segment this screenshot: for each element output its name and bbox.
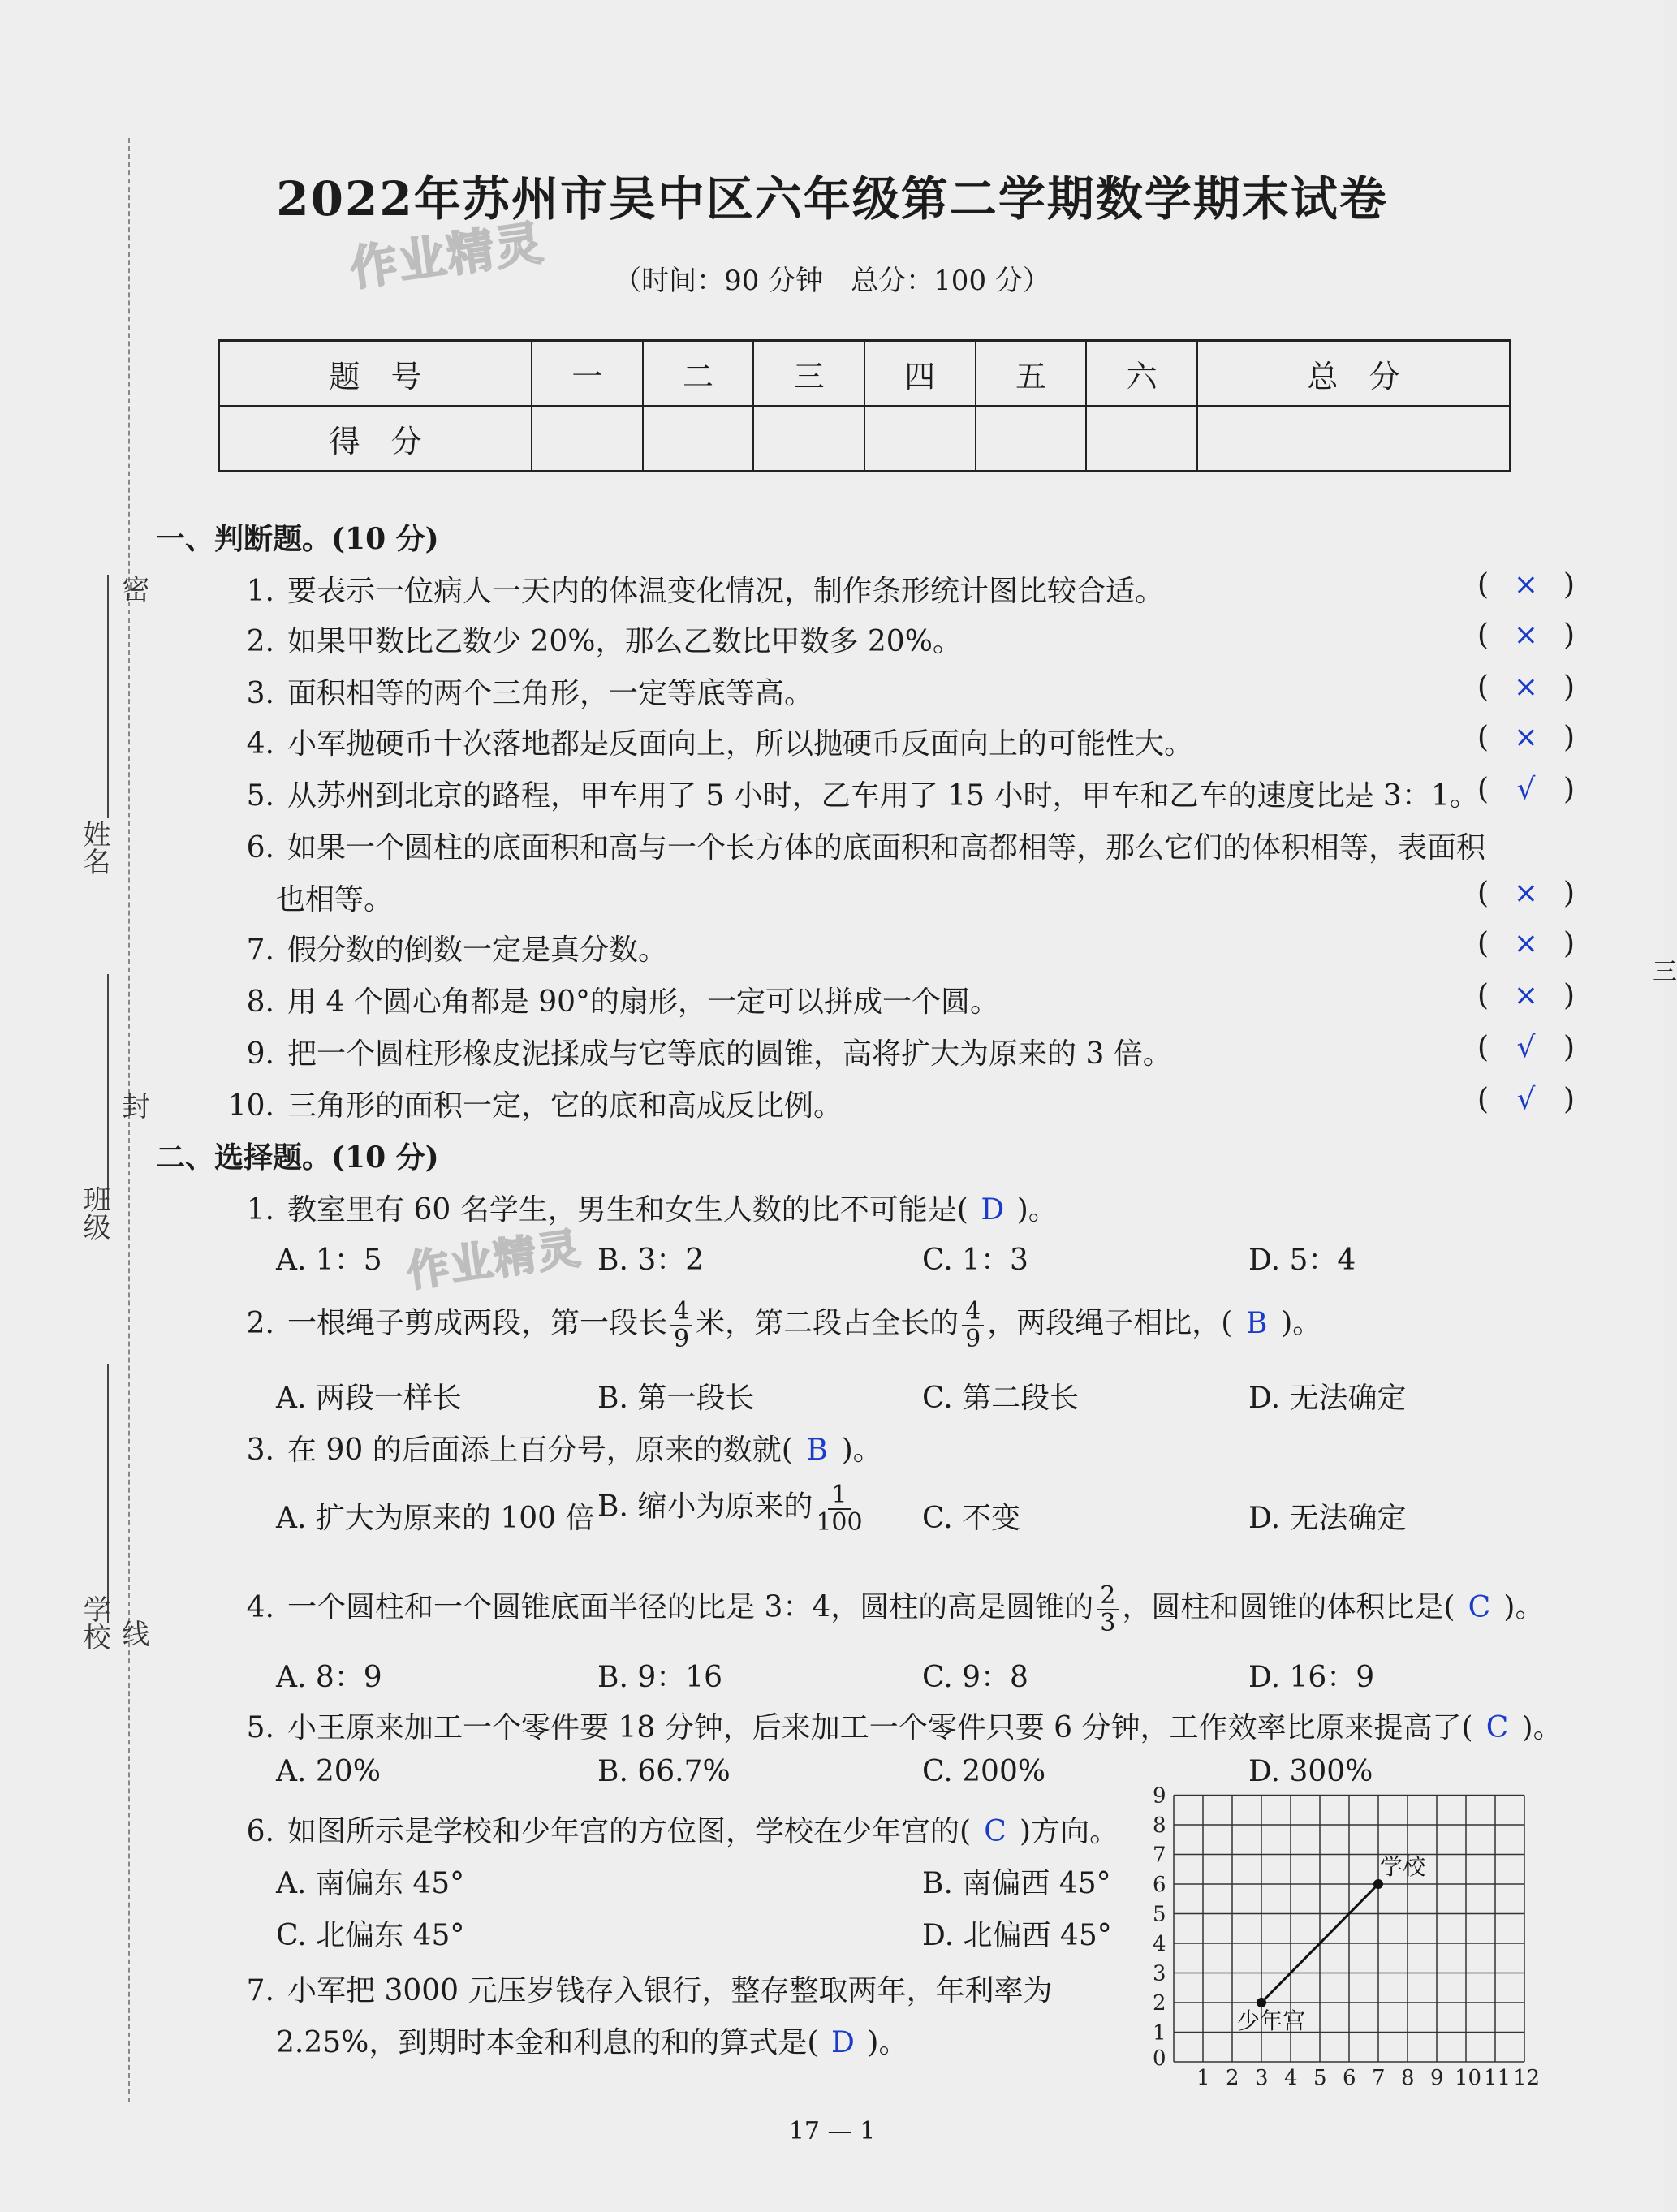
question-number: 2. <box>246 625 274 658</box>
y-tick-label: 3 <box>1153 1961 1166 1986</box>
question-text-2: ，圆柱和圆锥的体积比是( <box>1122 1590 1455 1624</box>
right-paren: ) <box>1563 927 1575 960</box>
x-tick-label: 9 <box>1430 2066 1444 2090</box>
palace-label: 少年宫 <box>1237 2007 1306 2034</box>
question-text: 如果一个圆柱的底面积和高与一个长方体的底面积和高都相等，那么它们的体积相等，表面积 <box>287 831 1486 865</box>
question-number: 1. <box>246 575 274 608</box>
question-number: 6. <box>246 1815 274 1848</box>
answer-blank[interactable]: B <box>1246 1306 1268 1340</box>
margin-label-class: 班级 <box>78 1185 110 1240</box>
left-paren: ( <box>1477 721 1489 754</box>
score-cell: 三 <box>753 341 864 407</box>
score-cell: 四 <box>864 341 976 407</box>
option-a: A. 20% <box>276 1755 381 1788</box>
question-text-end: )。 <box>841 1434 882 1467</box>
judge-answer[interactable]: × <box>1513 927 1539 960</box>
option-d: D. 16：9 <box>1248 1661 1375 1694</box>
school-label: 学校 <box>1380 1853 1426 1880</box>
question-number: 5. <box>246 779 274 813</box>
score-cell: 六 <box>1086 341 1197 407</box>
question-text: 从苏州到北京的路程，甲车用了 5 小时，乙车用了 15 小时，甲车和乙车的速度比是 3：1。 <box>287 779 1479 813</box>
margin-label-school: 学校 <box>78 1595 110 1650</box>
judge-answer[interactable]: × <box>1513 568 1539 602</box>
question-text: 小军抛硬币十次落地都是反面向上，所以抛硬币反面向上的可能性大。 <box>287 727 1194 761</box>
left-paren: ( <box>1477 670 1489 704</box>
watermark-logo: 作业精灵 <box>347 214 548 297</box>
judge-answer-box[interactable] <box>1477 773 1575 806</box>
option-d: D. 无法确定 <box>1248 1382 1407 1415</box>
judge-answer-box[interactable] <box>1477 877 1575 910</box>
right-paren: ) <box>1563 877 1575 910</box>
judge-question-1 <box>226 568 1164 610</box>
judge-answer[interactable]: × <box>1513 619 1539 652</box>
option-a: A. 南偏东 45° <box>276 1867 465 1900</box>
question-text: 小王原来加工一个零件要 18 分钟，后来加工一个零件只要 6 分钟，工作效率比原来提高了( <box>287 1711 1473 1744</box>
fraction: $\frac{4}{9}$ <box>962 1299 984 1352</box>
choice-question-7 <box>226 1968 1053 2009</box>
left-paren: ( <box>1477 877 1489 910</box>
question-number: 3. <box>246 1434 274 1467</box>
y-tick-label: 6 <box>1153 1873 1166 1897</box>
judge-answer[interactable]: × <box>1513 877 1539 910</box>
left-paren: ( <box>1477 979 1489 1012</box>
judge-question-3 <box>226 670 813 712</box>
question-text-end: )。 <box>867 2026 908 2059</box>
right-paren: ) <box>1563 979 1575 1012</box>
question-text-end: )方向。 <box>1020 1815 1119 1848</box>
question-text: 把一个圆柱形橡皮泥揉成与它等底的圆锥，高将扩大为原来的 3 倍。 <box>287 1037 1172 1071</box>
question-text: 用 4 个圆心角都是 90°的扇形，一定可以拼成一个圆。 <box>287 985 1000 1019</box>
option-c: C. 1：3 <box>922 1244 1028 1277</box>
y-tick-label: 8 <box>1153 1813 1166 1838</box>
option-c: C. 9：8 <box>922 1661 1028 1694</box>
answer-blank[interactable]: B <box>806 1434 828 1467</box>
judge-question-6 <box>226 825 1485 866</box>
score-cell: 题 号 <box>219 341 532 407</box>
class-blank-line <box>107 974 109 1209</box>
question-number: 8. <box>246 985 274 1019</box>
x-tick-label: 2 <box>1226 2066 1239 2090</box>
question-text-2: 2.25%，到期时本金和利息的和的算式是( <box>276 2026 819 2059</box>
option-a: A. 两段一样长 <box>276 1382 462 1415</box>
choice-question-6 <box>226 1809 1119 1850</box>
edge-mark: 三 <box>1653 958 1677 986</box>
question-number: 1. <box>246 1193 274 1227</box>
option-b: B. 南偏西 45° <box>922 1867 1111 1900</box>
judge-question-8 <box>226 979 999 1020</box>
question-text: 三角形的面积一定，它的底和高成反比例。 <box>287 1089 843 1123</box>
judge-answer-box[interactable] <box>1477 979 1575 1012</box>
page-number: 17 — 1 <box>788 2117 876 2145</box>
option-b: B. 第一段长 <box>597 1382 755 1415</box>
seal-line <box>128 138 130 2102</box>
y-tick-label: 7 <box>1153 1843 1166 1868</box>
x-tick-label: 1 <box>1196 2066 1210 2090</box>
margin-label-xian: 线 <box>117 1619 149 1647</box>
right-paren: ) <box>1563 670 1575 704</box>
fraction: $\frac{4}{9}$ <box>670 1299 692 1352</box>
y-tick-label: 4 <box>1153 1932 1166 1956</box>
answer-blank[interactable]: D <box>830 2026 855 2059</box>
fraction: $\frac{2}{3}$ <box>1097 1583 1119 1636</box>
judge-answer[interactable]: × <box>1513 979 1539 1012</box>
judge-answer-box[interactable] <box>1477 670 1575 704</box>
palace-point <box>1257 1998 1266 2007</box>
watermark-logo-2: 作业精灵 <box>403 1224 584 1297</box>
left-paren: ( <box>1477 619 1489 652</box>
y-tick-label: 5 <box>1153 1902 1166 1927</box>
left-paren: ( <box>1477 1031 1489 1064</box>
question-number: 4. <box>246 1590 274 1624</box>
margin-label-mi: 密 <box>117 575 149 602</box>
page-title: 2022年苏州市吴中区六年级第二学期数学期末试卷 <box>276 171 1388 226</box>
section1-heading: 一、判断题。(10 分) <box>156 522 439 556</box>
question-text-continued: 也相等。 <box>276 883 394 916</box>
option-a: A. 扩大为原来的 100 倍 <box>276 1502 595 1535</box>
option-c: C. 第二段长 <box>922 1382 1080 1415</box>
x-tick-label: 4 <box>1284 2066 1298 2090</box>
margin-label-name: 姓名 <box>78 820 110 875</box>
score-cell: 五 <box>976 341 1087 407</box>
option-b: B. 3：2 <box>597 1244 705 1277</box>
choice-question-3 <box>226 1427 882 1468</box>
x-tick-label: 7 <box>1372 2066 1386 2090</box>
name-blank-line <box>107 575 109 818</box>
school-blank-line <box>107 1364 109 1623</box>
question-text-end: )。 <box>1016 1193 1058 1227</box>
x-tick-label: 8 <box>1401 2066 1415 2090</box>
judge-question-10 <box>226 1083 843 1124</box>
choice-question-5 <box>226 1705 1563 1746</box>
question-number: 4. <box>246 727 274 761</box>
y-tick-label: 1 <box>1153 2020 1166 2046</box>
judge-answer-box[interactable] <box>1477 619 1575 652</box>
judge-answer[interactable]: × <box>1513 670 1539 704</box>
answer-blank[interactable]: C <box>1485 1711 1509 1744</box>
option-b: B. 缩小为原来的 $\frac{1}{100}$ <box>597 1481 863 1537</box>
option-b: B. 9：16 <box>597 1661 723 1694</box>
question-text: 如果甲数比乙数少 20%，那么乙数比甲数多 20%。 <box>287 625 962 658</box>
answer-blank[interactable]: D <box>981 1193 1005 1227</box>
score-blank[interactable] <box>1197 406 1511 472</box>
exam-subtitle: （时间：90 分钟 总分：100 分） <box>614 265 1050 297</box>
question-number: 7. <box>246 934 274 967</box>
question-text-end: )。 <box>1281 1306 1322 1340</box>
choice-question-4 <box>226 1583 1544 1636</box>
right-paren: ) <box>1563 721 1575 754</box>
option-c: C. 200% <box>922 1755 1046 1788</box>
answer-blank[interactable]: C <box>1468 1590 1491 1624</box>
question-text: 小军把 3000 元压岁钱存入银行，整存整取两年，年利率为 <box>287 1974 1053 2007</box>
x-tick-label: 3 <box>1255 2066 1269 2090</box>
judge-question-9 <box>226 1031 1172 1072</box>
question-number: 2. <box>246 1306 274 1340</box>
right-paren: ) <box>1563 1031 1575 1064</box>
right-paren: ) <box>1563 568 1575 602</box>
judge-question-4 <box>226 721 1193 762</box>
judge-answer-box[interactable] <box>1477 721 1575 754</box>
option-a: A. 1：5 <box>276 1244 382 1277</box>
choice-question-1 <box>226 1187 1058 1228</box>
right-paren: ) <box>1563 1083 1575 1116</box>
left-paren: ( <box>1477 927 1489 960</box>
judge-answer-box[interactable] <box>1477 927 1575 960</box>
question-number: 9. <box>246 1037 274 1071</box>
question-text: 要表示一位病人一天内的体温变化情况，制作条形统计图比较合适。 <box>287 575 1165 608</box>
score-blank[interactable] <box>864 406 976 472</box>
x-tick-label: 6 <box>1343 2066 1356 2090</box>
judge-answer-box[interactable] <box>1477 1083 1575 1116</box>
judge-answer[interactable]: √ <box>1516 773 1536 806</box>
judge-question-5 <box>226 773 1479 814</box>
school-point <box>1373 1879 1383 1889</box>
right-paren: ) <box>1563 773 1575 806</box>
score-cell: 一 <box>532 341 643 407</box>
question-number: 10. <box>227 1089 274 1123</box>
answer-blank[interactable]: C <box>984 1815 1007 1848</box>
y-tick-label: 2 <box>1153 1991 1166 2016</box>
x-tick-label: 5 <box>1313 2066 1327 2090</box>
fraction: $\frac{1}{100}$ <box>816 1481 863 1537</box>
question-text: 如图所示是学校和少年宫的方位图，学校在少年宫的( <box>287 1815 972 1848</box>
judge-answer-box[interactable] <box>1477 1031 1575 1064</box>
margin-label-feng: 封 <box>117 1092 149 1119</box>
option-d: D. 无法确定 <box>1248 1502 1407 1535</box>
choice-question-2 <box>226 1299 1321 1352</box>
question-text: 在 90 的后面添上百分号，原来的数就( <box>287 1434 793 1467</box>
question-text-end: )。 <box>1521 1711 1563 1744</box>
score-blank[interactable] <box>532 406 643 472</box>
x-tick-label: 0 <box>1153 2046 1166 2071</box>
question-text-2: 米，第二段占全长的 <box>696 1306 959 1340</box>
location-grid-figure <box>1136 1783 1591 2094</box>
score-table <box>218 339 1511 472</box>
option-b: B. 66.7% <box>597 1755 731 1788</box>
score-cell: 二 <box>643 341 754 407</box>
left-paren: ( <box>1477 773 1489 806</box>
question-text: 假分数的倒数一定是真分数。 <box>287 934 668 967</box>
question-text-3: ，两段绳子相比，( <box>987 1306 1233 1340</box>
score-cell: 总 分 <box>1197 341 1511 407</box>
score-blank[interactable] <box>1086 406 1197 472</box>
choice-question-7-cont <box>276 2020 907 2061</box>
x-tick-label: 12 <box>1513 2066 1541 2090</box>
question-text: 一个圆柱和一个圆锥底面半径的比是 3：4，圆柱的高是圆锥的 <box>287 1590 1094 1624</box>
left-paren: ( <box>1477 568 1489 602</box>
option-d: D. 北偏西 45° <box>922 1919 1112 1952</box>
option-c: C. 北偏东 45° <box>276 1919 465 1952</box>
question-number: 7. <box>246 1974 274 2007</box>
judge-answer[interactable]: √ <box>1516 1083 1536 1116</box>
score-row-label: 得 分 <box>219 406 532 472</box>
score-table-header-row <box>219 341 1511 407</box>
score-blank[interactable] <box>976 406 1087 472</box>
judge-question-7 <box>226 927 667 968</box>
question-number: 3. <box>246 677 274 710</box>
judge-answer[interactable]: √ <box>1516 1031 1536 1064</box>
question-text: 教室里有 60 名学生，男生和女生人数的比不可能是( <box>287 1193 968 1227</box>
judge-answer-box[interactable] <box>1477 568 1575 602</box>
right-paren: ) <box>1563 619 1575 652</box>
x-tick-label: 10 <box>1455 2066 1482 2090</box>
question-number: 6. <box>246 831 274 865</box>
question-number: 5. <box>246 1711 274 1744</box>
section2-heading: 二、选择题。(10 分) <box>156 1140 439 1175</box>
y-tick-label: 9 <box>1153 1783 1166 1809</box>
option-d: D. 5：4 <box>1248 1244 1356 1277</box>
score-table-score-row <box>219 406 1511 472</box>
score-blank[interactable] <box>753 406 864 472</box>
question-text-end: )。 <box>1503 1590 1545 1624</box>
option-c: C. 不变 <box>922 1502 1021 1535</box>
x-tick-label: 11 <box>1484 2066 1511 2090</box>
option-a: A. 8：9 <box>276 1661 382 1694</box>
question-text: 面积相等的两个三角形，一定等底等高。 <box>287 677 814 710</box>
question-text: 一根绳子剪成两段，第一段长 <box>287 1306 668 1340</box>
option-d: D. 300% <box>1248 1755 1373 1788</box>
judge-answer[interactable]: × <box>1513 721 1539 754</box>
score-blank[interactable] <box>643 406 754 472</box>
left-paren: ( <box>1477 1083 1489 1116</box>
judge-question-2 <box>226 619 962 660</box>
